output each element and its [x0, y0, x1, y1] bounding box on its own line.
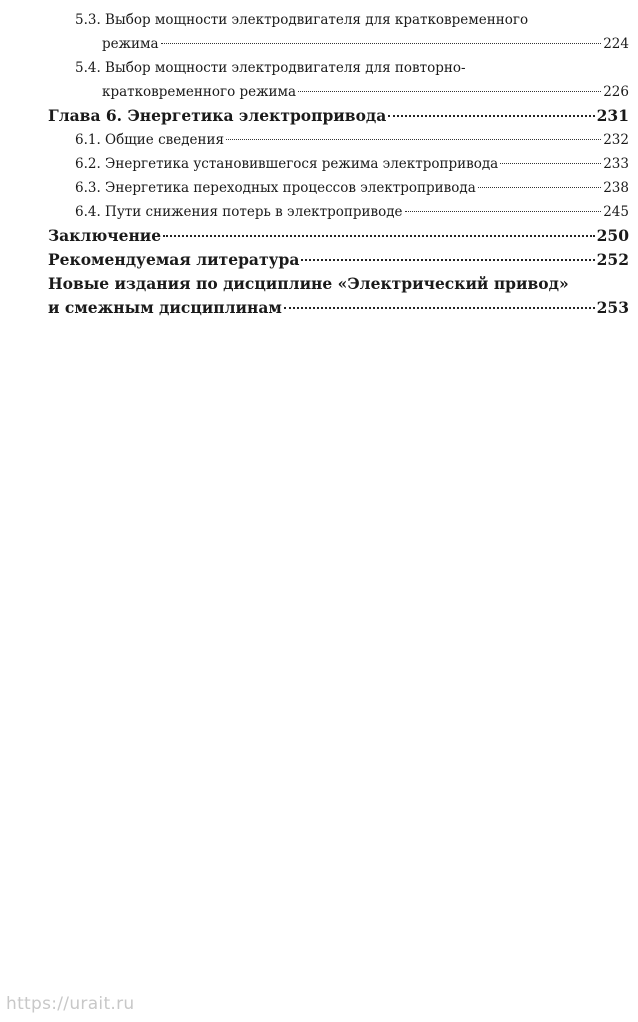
toc-entry-title-cont: режима	[102, 36, 159, 52]
dot-leader	[301, 259, 594, 261]
page-number: 245	[603, 204, 629, 220]
toc-entry-5-3[interactable]	[48, 8, 629, 56]
dot-leader	[163, 235, 594, 237]
toc-conclusion[interactable]	[48, 224, 629, 248]
page-number: 250	[596, 226, 629, 245]
dot-leader	[478, 187, 601, 188]
toc-entry-title: 6.2. Энергетика установившегося режима электропривода	[75, 156, 499, 172]
table-of-contents	[48, 8, 629, 320]
chapter-title-cont: и смежным дисциплинам	[48, 298, 282, 317]
dot-leader	[388, 115, 594, 117]
toc-entry-title: 5.4. Выбор мощности электродвигателя для повторно-	[75, 60, 466, 76]
chapter-title: Глава 6. Энергетика электропривода	[48, 106, 387, 125]
dot-leader	[298, 91, 601, 92]
toc-entry-6-2[interactable]	[48, 152, 629, 176]
page-number: 232	[603, 132, 629, 148]
toc-entry-6-1[interactable]	[48, 128, 629, 152]
toc-new-editions[interactable]	[48, 272, 629, 320]
toc-entry-title-cont: кратковременного режима	[102, 84, 297, 100]
chapter-title: Новые издания по дисциплине «Электрический привод»	[48, 274, 569, 293]
toc-entry-title: 6.1. Общие сведения	[75, 132, 225, 148]
toc-entry-5-4[interactable]	[48, 56, 629, 104]
toc-entry-title: 5.3. Выбор мощности электродвигателя для кратковременного	[75, 12, 529, 28]
toc-chapter-6[interactable]	[48, 104, 629, 128]
page-number: 231	[596, 106, 629, 125]
dot-leader	[405, 211, 602, 212]
page-number: 253	[596, 298, 629, 317]
dot-leader	[500, 163, 601, 164]
chapter-title: Заключение	[48, 226, 162, 245]
toc-entry-6-4[interactable]	[48, 200, 629, 224]
toc-entry-title: 6.3. Энергетика переходных процессов электропривода	[75, 180, 476, 196]
chapter-title: Рекомендуемая литература	[48, 250, 300, 269]
toc-entry-6-3[interactable]	[48, 176, 629, 200]
toc-entry-title: 6.4. Пути снижения потерь в электроприводе	[75, 204, 403, 220]
watermark-url: https://urait.ru	[6, 994, 135, 1014]
page-number: 252	[596, 250, 629, 269]
page-number: 233	[603, 156, 629, 172]
page-number: 238	[603, 180, 629, 196]
dot-leader	[284, 307, 595, 309]
page-number: 224	[603, 36, 629, 52]
page-number: 226	[603, 84, 629, 100]
dot-leader	[161, 43, 602, 44]
toc-literature[interactable]	[48, 248, 629, 272]
dot-leader	[226, 139, 601, 140]
